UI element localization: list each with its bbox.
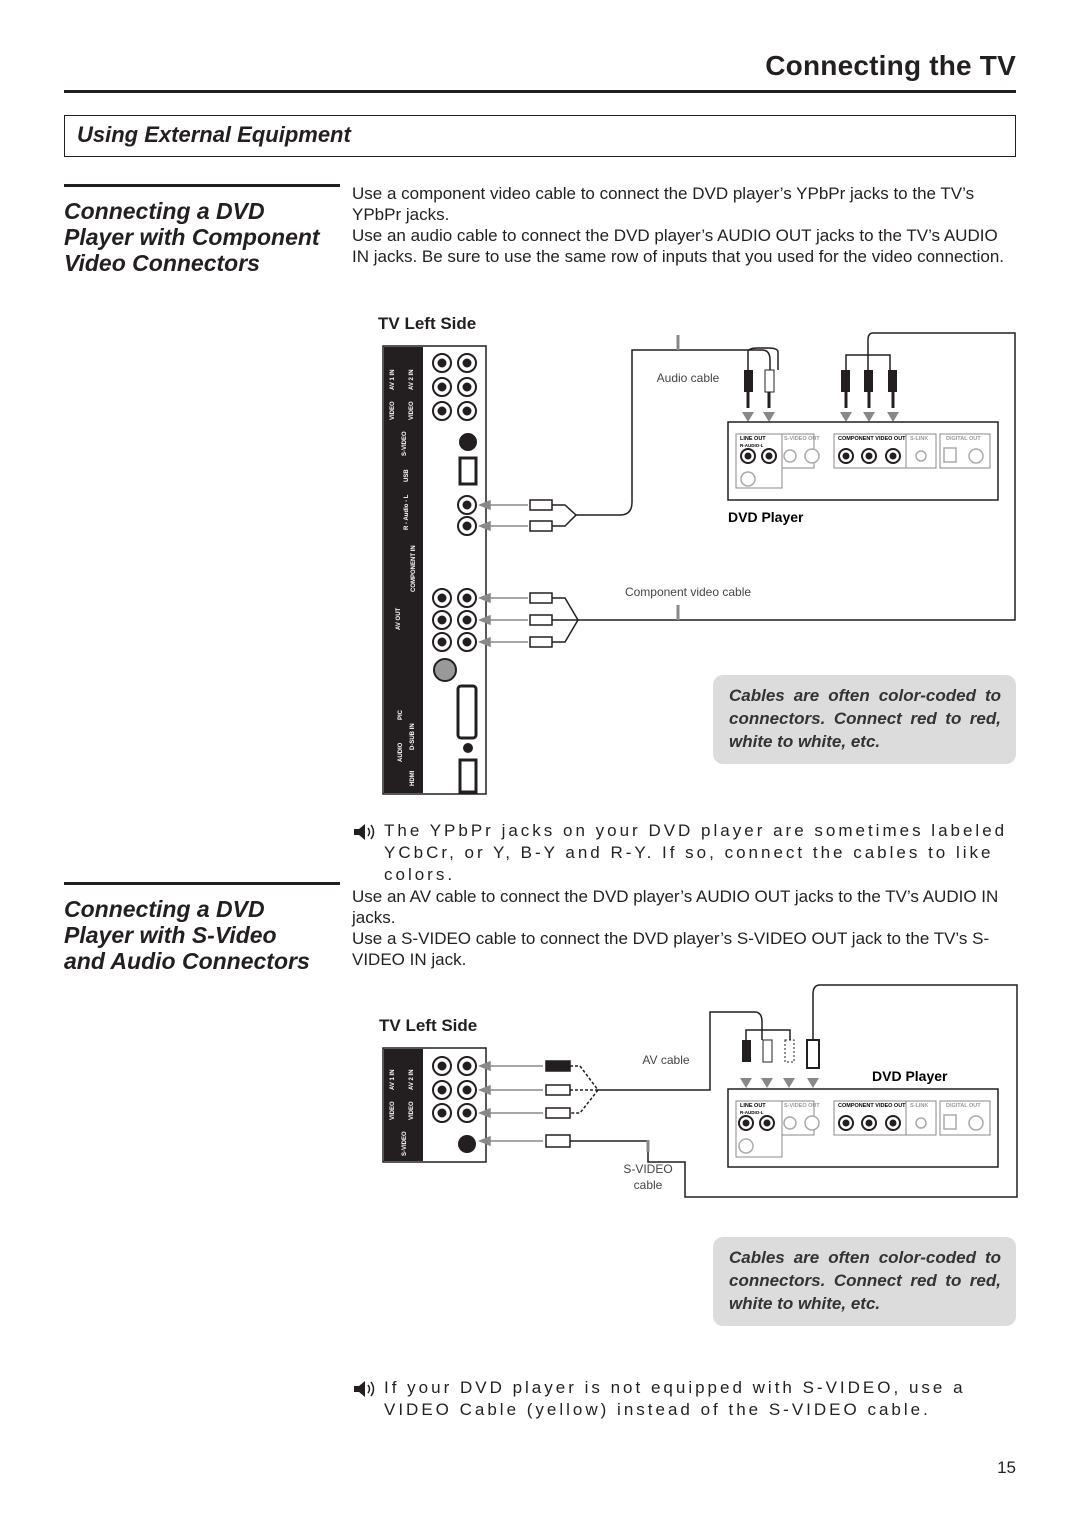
dvd-label-r-audio-l: R-AUDIO-L	[740, 443, 764, 448]
dsub-port	[458, 686, 476, 738]
panel-label-av1: AV 1 IN	[390, 369, 396, 390]
ypbpr-note	[352, 820, 1032, 884]
panel-label-video: VIDEO	[390, 1101, 396, 1120]
dvd-arrows	[740, 1078, 819, 1088]
panel-label-av2: AV 2 IN	[409, 369, 415, 390]
component-cable-label: Component video cable	[624, 585, 752, 599]
dvd-player-back-panel	[728, 1089, 998, 1167]
heading-line: Connecting a DVD	[64, 896, 265, 922]
dvd-label-digital-out: DIGITAL OUT	[946, 1103, 981, 1109]
svideo-instructions	[352, 886, 1016, 970]
dvd-label-r-audio-l: R-AUDIO-L	[740, 1110, 764, 1115]
heading-line: Video Connectors	[64, 250, 260, 276]
dvd-label-component-video-out: COMPONENT VIDEO OUT	[838, 1103, 906, 1109]
panel-label-usb: USB	[404, 469, 410, 482]
title-rule	[64, 90, 1016, 93]
side-heading-rule	[64, 184, 340, 187]
dvd-label-line-out: LINE OUT	[740, 436, 766, 442]
note-text: If your DVD player is not equipped with S-VIDEO, use a VIDEO Cable (yellow) instead of the S-VIDEO cable.	[384, 1378, 966, 1419]
panel-label-av1: AV 1 IN	[390, 1069, 396, 1090]
callout-text: Cables are often color-coded to connectors. Connect red to red, white to white, etc.	[729, 1248, 1001, 1313]
dvd-label-component-video-out: COMPONENT VIDEO OUT	[838, 436, 906, 442]
dvd-label-s-video-out: S-VIDEO OUT	[784, 436, 820, 442]
pc-audio-jack	[463, 743, 473, 753]
panel-label-hdmi: HDMI	[410, 770, 416, 786]
heading-line: Player with Component	[64, 224, 320, 250]
panel-label-video: VIDEO	[409, 1101, 415, 1120]
panel-label-svideo: S-VIDEO	[402, 431, 408, 456]
svideo-section-heading	[64, 896, 344, 974]
usb-port	[460, 458, 476, 484]
component-paragraph-2: Use an audio cable to connect the DVD player’s AUDIO OUT jacks to the TV’s AUDIO IN jacks. Be sure to use the same row of inputs that you used for the video connection.	[352, 226, 1005, 266]
svideo-in-jack	[458, 1135, 476, 1153]
side-heading-rule	[64, 882, 340, 885]
dvd-side-plugs	[742, 1030, 819, 1068]
tv-left-side-panel	[383, 1048, 486, 1162]
heading-line: Connecting a DVD	[64, 198, 265, 224]
component-paragraph-1: Use a component video cable to connect the DVD player’s YPbPr jacks to the TV’s YPbPr jacks.	[352, 184, 975, 224]
dvd-side-plugs	[744, 348, 897, 408]
component-section-heading	[64, 198, 344, 276]
panel-label-video: VIDEO	[390, 401, 396, 420]
svideo-paragraph-2: Use a S-VIDEO cable to connect the DVD player’s S-VIDEO OUT jack to the TV’s S-VIDEO IN jack.	[352, 929, 990, 969]
speaker-icon	[352, 822, 378, 842]
dvd-player-label: DVD Player	[872, 1068, 948, 1084]
dvd-label-s-video-out: S-VIDEO OUT	[784, 1103, 820, 1109]
figure-label: TV Left Side	[378, 314, 477, 333]
dvd-player-label: DVD Player	[728, 509, 804, 525]
panel-label-audio-rl: R - Audio - L	[404, 494, 410, 530]
color-coding-callout	[713, 1237, 1016, 1326]
dvd-label-s-link: S-LINK	[910, 436, 929, 442]
dvd-label-line-out: LINE OUT	[740, 1103, 766, 1109]
hdmi-port	[460, 760, 476, 792]
dvd-label-digital-out: DIGITAL OUT	[946, 436, 981, 442]
figure-label: TV Left Side	[379, 1016, 478, 1035]
heading-line: and Audio Connectors	[64, 948, 310, 974]
connection-arrows	[480, 501, 528, 646]
speaker-icon	[352, 1379, 378, 1399]
panel-label-av-out: AV OUT	[396, 607, 402, 630]
tv-side-plugs	[546, 1061, 570, 1147]
panel-label-component: COMPONENT IN	[411, 545, 417, 592]
tv-left-side-panel	[383, 346, 486, 794]
panel-label-svideo: S-VIDEO	[402, 1131, 408, 1156]
color-coding-callout	[713, 675, 1016, 764]
svideo-note	[352, 1377, 1032, 1421]
panel-label-audio: AUDIO	[398, 742, 404, 762]
component-instructions	[352, 183, 1016, 267]
svideo-connection-diagram	[380, 982, 1020, 1202]
panel-label-av2: AV 2 IN	[409, 1069, 415, 1090]
section-title: Using External Equipment	[77, 122, 351, 147]
tv-side-plugs	[530, 500, 552, 647]
av-cable-label: AV cable	[642, 1053, 690, 1067]
callout-text: Cables are often color-coded to connectors. Connect red to red, white to white, etc.	[729, 686, 1001, 751]
heading-line: Player with S-Video	[64, 922, 277, 948]
page-title: Connecting the TV	[765, 50, 1016, 81]
audio-cable-label: Audio cable	[656, 371, 720, 385]
section-title-box	[64, 115, 1016, 157]
svideo-cable-label-line: cable	[633, 1178, 663, 1192]
dvd-label-s-link: S-LINK	[910, 1103, 929, 1109]
panel-label-dsub: D-SUB IN	[410, 723, 416, 750]
dvd-player-back-panel	[728, 422, 998, 500]
note-text: The YPbPr jacks on your DVD player are sometimes labeled YCbCr, or Y, B-Y and R-Y. If so, connect the cables to like colors.	[384, 821, 1008, 884]
svideo-paragraph-1: Use an AV cable to connect the DVD player’s AUDIO OUT jacks to the TV’s AUDIO IN jacks.	[352, 887, 999, 927]
dvd-arrows	[742, 412, 899, 422]
svideo-in-jack	[459, 433, 477, 451]
panel-label-pic: PIC	[398, 709, 404, 720]
page-number: 15	[997, 1458, 1016, 1477]
panel-label-video: VIDEO	[409, 401, 415, 420]
connection-arrows	[480, 1062, 543, 1145]
svideo-cable-label-line: S-VIDEO	[623, 1162, 673, 1176]
